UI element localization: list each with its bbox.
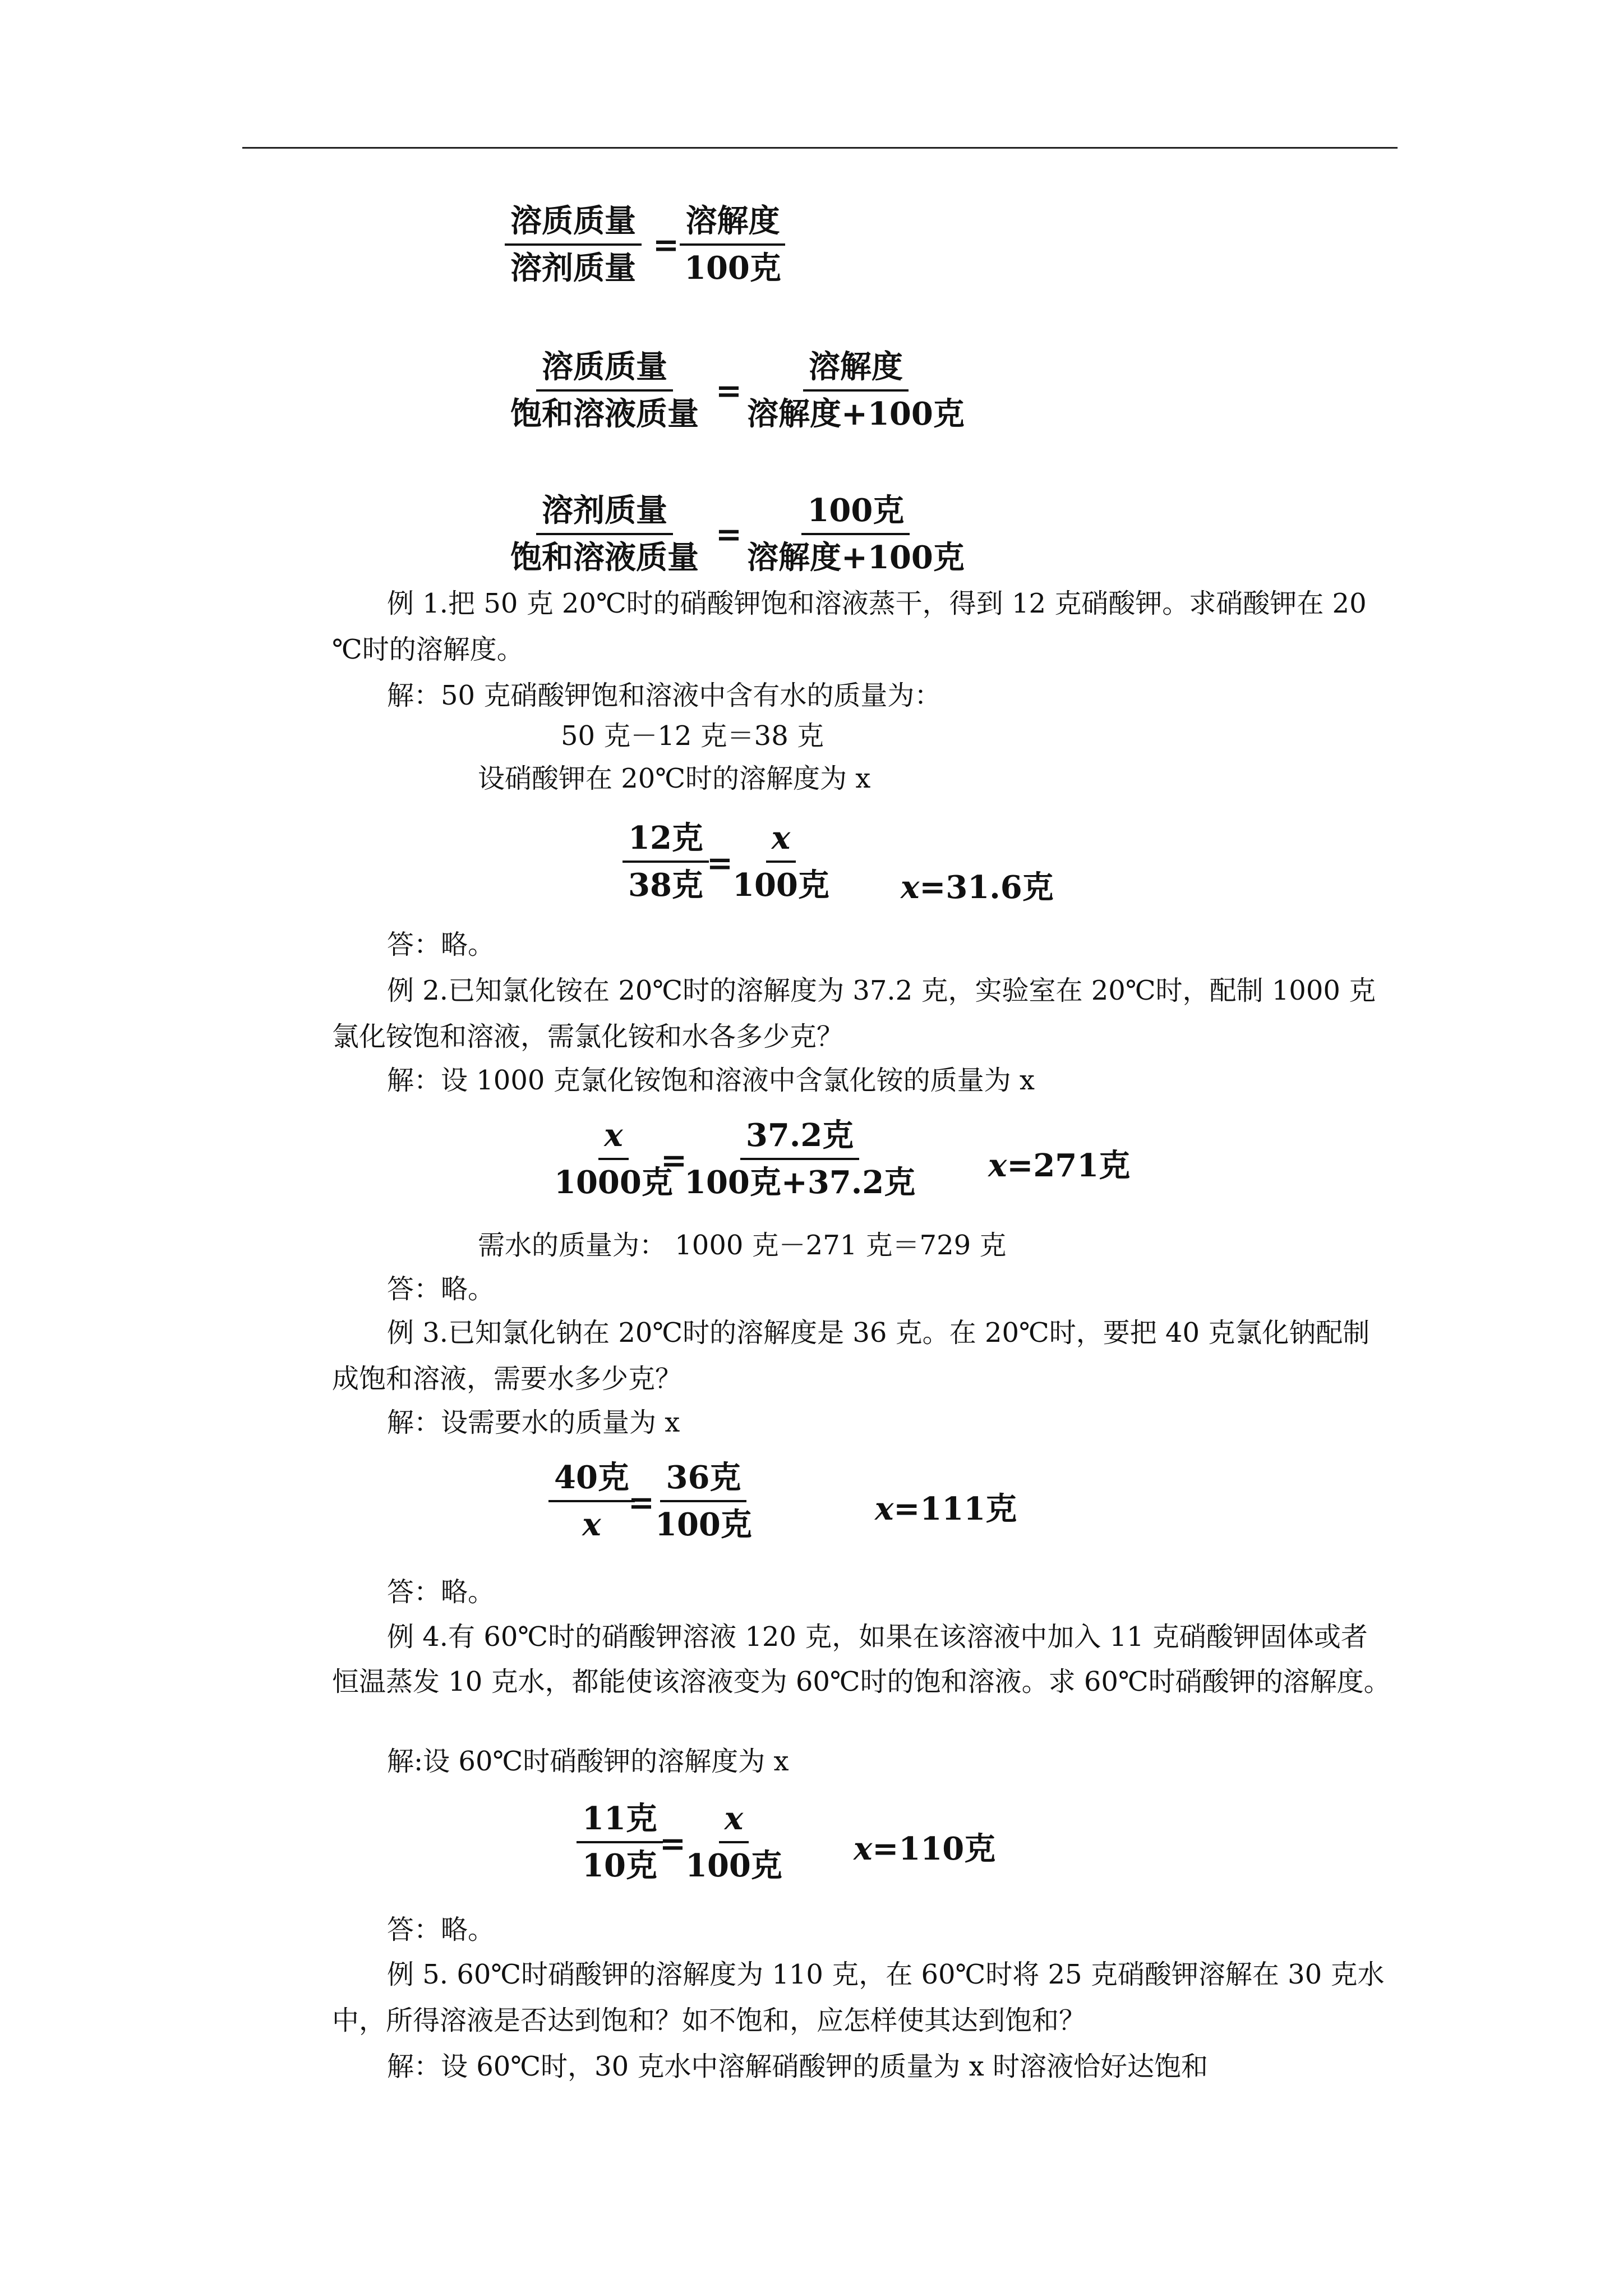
formula-2-left-fraction — [505, 348, 704, 433]
example-4-result — [854, 1824, 995, 1869]
example-1-fraction-right — [727, 819, 835, 904]
denominator: 饱和溶液质量 — [510, 395, 699, 432]
result-value: =110克 — [872, 1830, 996, 1867]
equals-sign: = — [628, 1484, 654, 1521]
result-variable: x — [988, 1147, 1007, 1184]
example-1-solution-line-2: 50 克－12 克＝38 克 — [561, 720, 824, 752]
example-2-fraction-right — [679, 1116, 921, 1202]
example-3-answer: 答：略。 — [387, 1576, 495, 1608]
numerator: 溶解度 — [680, 202, 785, 246]
equals-sign: = — [716, 372, 742, 409]
example-4-fraction-right — [680, 1800, 788, 1885]
denominator: x — [582, 1506, 601, 1543]
result-value: =271克 — [1007, 1147, 1131, 1184]
formula-3-left-fraction — [505, 491, 704, 577]
denominator: 100克 — [684, 250, 781, 287]
numerator: x — [719, 1800, 749, 1843]
example-3-fraction-left — [548, 1458, 635, 1544]
example-2-fraction-left — [548, 1116, 679, 1202]
numerator: 40克 — [548, 1458, 635, 1502]
result-variable: x — [875, 1490, 894, 1527]
result-variable: x — [901, 869, 920, 906]
formula-2-right-fraction — [741, 348, 970, 433]
numerator: 溶质质量 — [505, 202, 642, 246]
numerator: 37.2克 — [740, 1116, 859, 1160]
example-3-result — [875, 1484, 1017, 1529]
example-4-question-line-1: 例 4.有 60℃时的硝酸钾溶液 120 克，如果在该溶液中加入 11 克硝酸钾固体或者 — [387, 1621, 1368, 1653]
example-2-result — [988, 1141, 1130, 1186]
example-2-solution-line-1: 解：设 1000 克氯化铵饱和溶液中含氯化铵的质量为 x — [387, 1065, 1035, 1096]
example-1-result — [901, 863, 1054, 908]
denominator: 100克 — [732, 867, 829, 904]
numerator: 11克 — [577, 1800, 663, 1843]
example-4-fraction-left — [577, 1800, 663, 1885]
example-3-fraction-right — [649, 1458, 758, 1544]
equals-sign: = — [707, 845, 733, 882]
denominator: 溶解度+100克 — [747, 539, 965, 576]
equals-sign: = — [661, 1142, 687, 1179]
example-5-question-line-1: 例 5. 60℃时硝酸钾的溶解度为 110 克，在 60℃时将 25 克硝酸钾溶解在 30 克水 — [387, 1959, 1385, 1990]
denominator: 溶剂质量 — [510, 250, 636, 287]
numerator: 溶解度 — [803, 348, 909, 392]
equals-sign: = — [653, 227, 679, 264]
example-3-question-line-1: 例 3.已知氯化钠在 20℃时的溶解度是 36 克。在 20℃时，要把 40 克氯化钠配制 — [387, 1317, 1370, 1349]
numerator: 12克 — [623, 819, 709, 863]
example-2-question-line-1: 例 2.已知氯化铵在 20℃时的溶解度为 37.2 克，实验室在 20℃时，配制 1000 克 — [387, 975, 1376, 1006]
formula-3-right-fraction — [741, 491, 970, 577]
example-4-answer: 答：略。 — [387, 1914, 495, 1945]
numerator: x — [598, 1116, 628, 1160]
result-variable: x — [854, 1830, 873, 1867]
numerator: 36克 — [660, 1458, 746, 1502]
example-1-question-line-1: 例 1.把 50 克 20℃时的硝酸钾饱和溶液蒸干，得到 12 克硝酸钾。求硝酸钾在 20 — [387, 588, 1367, 619]
example-4-question-line-2: 恒温蒸发 10 克水，都能使该溶液变为 60℃时的饱和溶液。求 60℃时硝酸钾的溶解度。 — [332, 1666, 1391, 1697]
result-value: =31.6克 — [919, 869, 1054, 906]
denominator: 1000克 — [554, 1164, 673, 1201]
denominator: 100克+37.2克 — [684, 1164, 916, 1201]
example-1-answer: 答：略。 — [387, 929, 495, 960]
numerator: 100克 — [801, 491, 910, 535]
denominator: 溶解度+100克 — [747, 395, 965, 432]
equals-sign: = — [660, 1825, 686, 1862]
numerator: x — [766, 819, 796, 863]
example-4-solution-line-1: 解:设 60℃时硝酸钾的溶解度为 x — [387, 1746, 789, 1777]
denominator: 饱和溶液质量 — [510, 539, 699, 576]
example-2-answer: 答：略。 — [387, 1273, 495, 1305]
example-1-fraction-left — [623, 819, 709, 904]
header-rule — [242, 147, 1398, 149]
denominator: 100克 — [685, 1847, 782, 1884]
example-1-solution-line-3: 设硝酸钾在 20℃时的溶解度为 x — [478, 763, 871, 794]
example-5-solution-line-1: 解：设 60℃时，30 克水中溶解硝酸钾的质量为 x 时溶液恰好达饱和 — [387, 2051, 1208, 2082]
example-5-question-line-2: 中，所得溶液是否达到饱和？如不饱和，应怎样使其达到饱和？ — [332, 2005, 1086, 2036]
numerator: 溶剂质量 — [536, 491, 673, 535]
denominator: 100克 — [655, 1506, 752, 1543]
equals-sign: = — [716, 516, 742, 553]
example-3-solution-line-1: 解：设需要水的质量为 x — [387, 1407, 680, 1438]
example-2-solution-line-2: 需水的质量为： 1000 克－271 克＝729 克 — [478, 1230, 1007, 1261]
example-2-question-line-2: 氯化铵饱和溶液，需氯化铵和水各多少克？ — [332, 1021, 844, 1052]
example-1-solution-line-1: 解：50 克硝酸钾饱和溶液中含有水的质量为： — [387, 680, 942, 711]
numerator: 溶质质量 — [536, 348, 673, 392]
example-3-question-line-2: 成饱和溶液，需要水多少克？ — [332, 1363, 683, 1395]
denominator: 38克 — [628, 867, 703, 904]
example-1-question-line-2: ℃时的溶解度。 — [332, 634, 524, 665]
result-value: =111克 — [893, 1490, 1017, 1527]
formula-1-left-fraction — [505, 202, 642, 287]
denominator: 10克 — [582, 1847, 657, 1884]
formula-1-right-fraction — [679, 202, 787, 287]
